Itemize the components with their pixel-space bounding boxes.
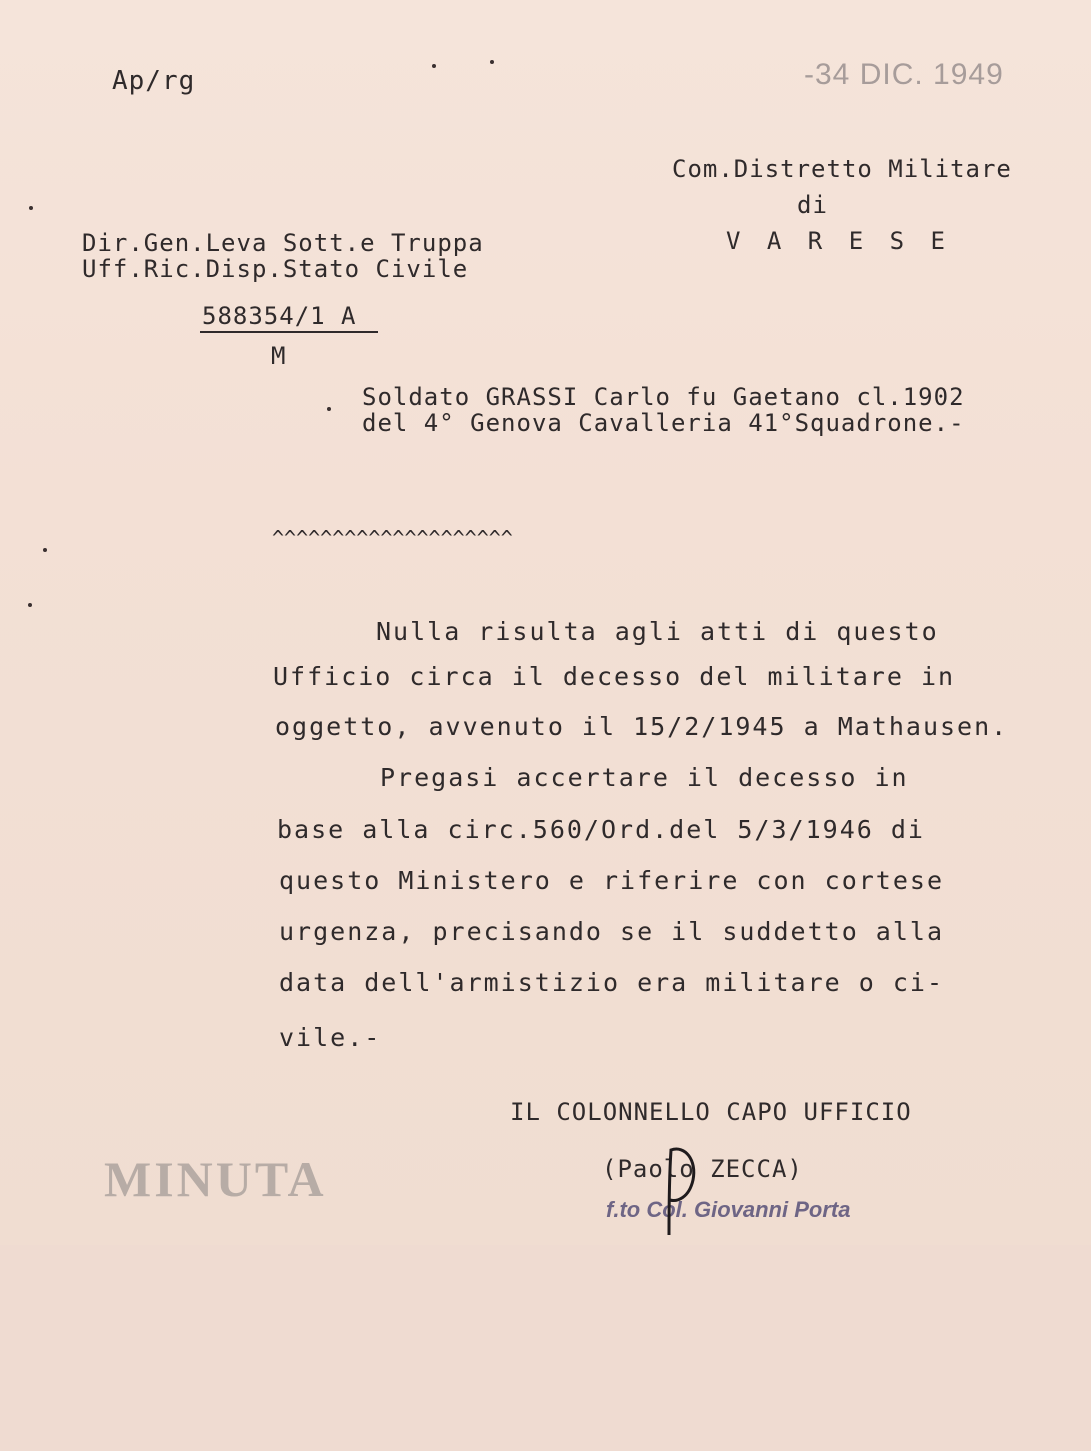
recipient-city: V A R E S E xyxy=(726,227,951,255)
body-line-8: data dell'armistizio era militare o ci- xyxy=(279,968,944,997)
body-line-4: Pregasi accertare il decesso in xyxy=(380,763,909,792)
body-line-9: vile.- xyxy=(279,1023,382,1052)
speck xyxy=(29,206,33,210)
paper-background xyxy=(0,1245,1091,1451)
body-line-5: base alla circ.560/Ord.del 5/3/1946 di xyxy=(277,815,925,844)
body-line-1: Nulla risulta agli atti di questo xyxy=(376,617,939,646)
signature-name: (Paolo ZECCA) xyxy=(602,1155,803,1183)
recipient-line-2: di xyxy=(797,191,828,219)
body-line-2: Ufficio circa il decesso del militare in xyxy=(273,662,956,691)
speck xyxy=(28,603,32,607)
sender-line-2: Uff.Ric.Disp.Stato Civile xyxy=(82,255,469,283)
body-line-6: questo Ministero e riferire con cortese xyxy=(279,866,944,895)
sender-line-1: Dir.Gen.Leva Sott.e Truppa xyxy=(82,229,484,257)
signature-signed-by: f.to Col. Giovanni Porta xyxy=(606,1197,851,1222)
protocol-underline xyxy=(200,331,378,333)
subject-line-2: del 4° Genova Cavalleria 41°Squadrone.- xyxy=(362,409,965,437)
signature-title: IL COLONNELLO CAPO UFFICIO xyxy=(510,1098,912,1126)
reference-initials: Ap/rg xyxy=(112,66,196,96)
recipient-line-1: Com.Distretto Militare xyxy=(672,155,1012,183)
body-line-3: oggetto, avvenuto il 15/2/1945 a Mathausen. xyxy=(275,712,1009,741)
separator-line: ^^^^^^^^^^^^^^^^^^^^ xyxy=(272,526,513,550)
minuta-stamp: MINUTA xyxy=(104,1151,327,1207)
speck xyxy=(432,64,436,68)
subject-line-1: Soldato GRASSI Carlo fu Gaetano cl.1902 xyxy=(362,383,965,411)
speck xyxy=(490,60,494,64)
protocol-number: 588354/1 A xyxy=(202,302,357,330)
date-stamp: -34 DIC. 1949 xyxy=(804,58,1004,91)
speck xyxy=(43,548,47,552)
speck xyxy=(327,407,331,411)
protocol-letter: M xyxy=(271,342,287,370)
body-line-7: urgenza, precisando se il suddetto alla xyxy=(279,917,944,946)
handwritten-signature xyxy=(655,1140,705,1240)
